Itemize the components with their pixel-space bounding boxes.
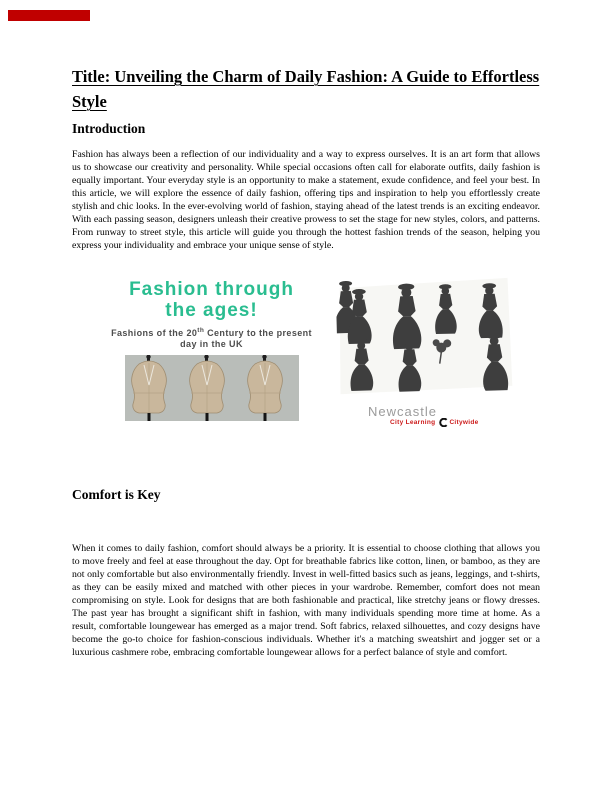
citywide-label: Citywide — [449, 419, 479, 426]
poster-subtitle — [109, 326, 314, 349]
mannequins-photo — [125, 355, 299, 421]
red-marker-bar — [8, 10, 90, 21]
document-title-line1: Title: Unveiling the Charm of Daily Fashion: A Guide to Effortless — [72, 67, 540, 86]
poster-headline: Fashion through the ages! — [129, 279, 294, 321]
poster-subtitle-superscript: th — [197, 327, 205, 334]
newcastle-logo-line2 — [390, 418, 479, 427]
c-swoosh-icon — [439, 418, 448, 427]
poster-subtitle-pre: Fashions of the 20 — [111, 328, 198, 338]
heading-introduction: Introduction — [72, 121, 146, 136]
paragraph-introduction: Fashion has always been a reflection of our individuality and a way to express ourselves. It is an art form that allows us to showcase our creativity and personality. While special occasions often call for elaborate outfits, daily fashion is equally important. Your everyday style is an opportunity to make a statement, exude confidence, and feel your best. In this article, we will explore the essence of daily fashion, offering tips and inspiration to help you effortlessly create stylish and chic looks. In the ever-evolving world of fashion, staying ahead of the latest trends is an exciting endeavor. With each passing season, designers unleash their creative prowess to set the stage for new styles, colors, and patterns. From runway to street style, this article will guide you through the hottest fashion trends of the season, helping you express your individuality and embrace your unique sense of style. — [72, 149, 540, 251]
heading-comfort-is-key: Comfort is Key — [72, 487, 161, 502]
newcastle-logo-name: Newcastle — [368, 404, 437, 419]
victorian-collage-image — [334, 278, 516, 440]
fashion-poster-image — [103, 278, 320, 440]
document-title-line2: Style — [72, 92, 107, 111]
paragraph-comfort: When it comes to daily fashion, comfort should always be a priority. It is essential to choose clothing that allows you to move freely and feel at ease throughout the day. Opt for breathable fabrics like cotton, linen, or bamboo, as they are not only comfortable but also environmentally friendly. Invest in well-fitted basics such as jeans, leggings, and t-shirts, as they can be easily mixed and matched with other pieces in your wardrobe. Remember, comfort does not mean compromising on style. Look for designs that are both fashionable and practical, like stretchy jeans or flowy dresses. The past year has brought a significant shift in fashion, with many individuals spending more time at home. As a result, comfortable loungewear has emerged as a major trend. Soft fabrics, relaxed silhouettes, and cozy designs have become the go-to choice for fashion-conscious individuals. Whether it's a matching sweatshirt and jogger set or a luxurious cashmere robe, embracing comfortable loungewear allows for a perfect balance of style and comfort. — [72, 543, 540, 658]
newcastle-logo — [368, 404, 479, 427]
city-learning-label: City Learning — [390, 419, 436, 426]
document-title — [72, 64, 544, 114]
poster-subtitle-post: Century to the present day in the UK — [180, 328, 312, 349]
victorian-fashion-illustration — [336, 276, 515, 397]
